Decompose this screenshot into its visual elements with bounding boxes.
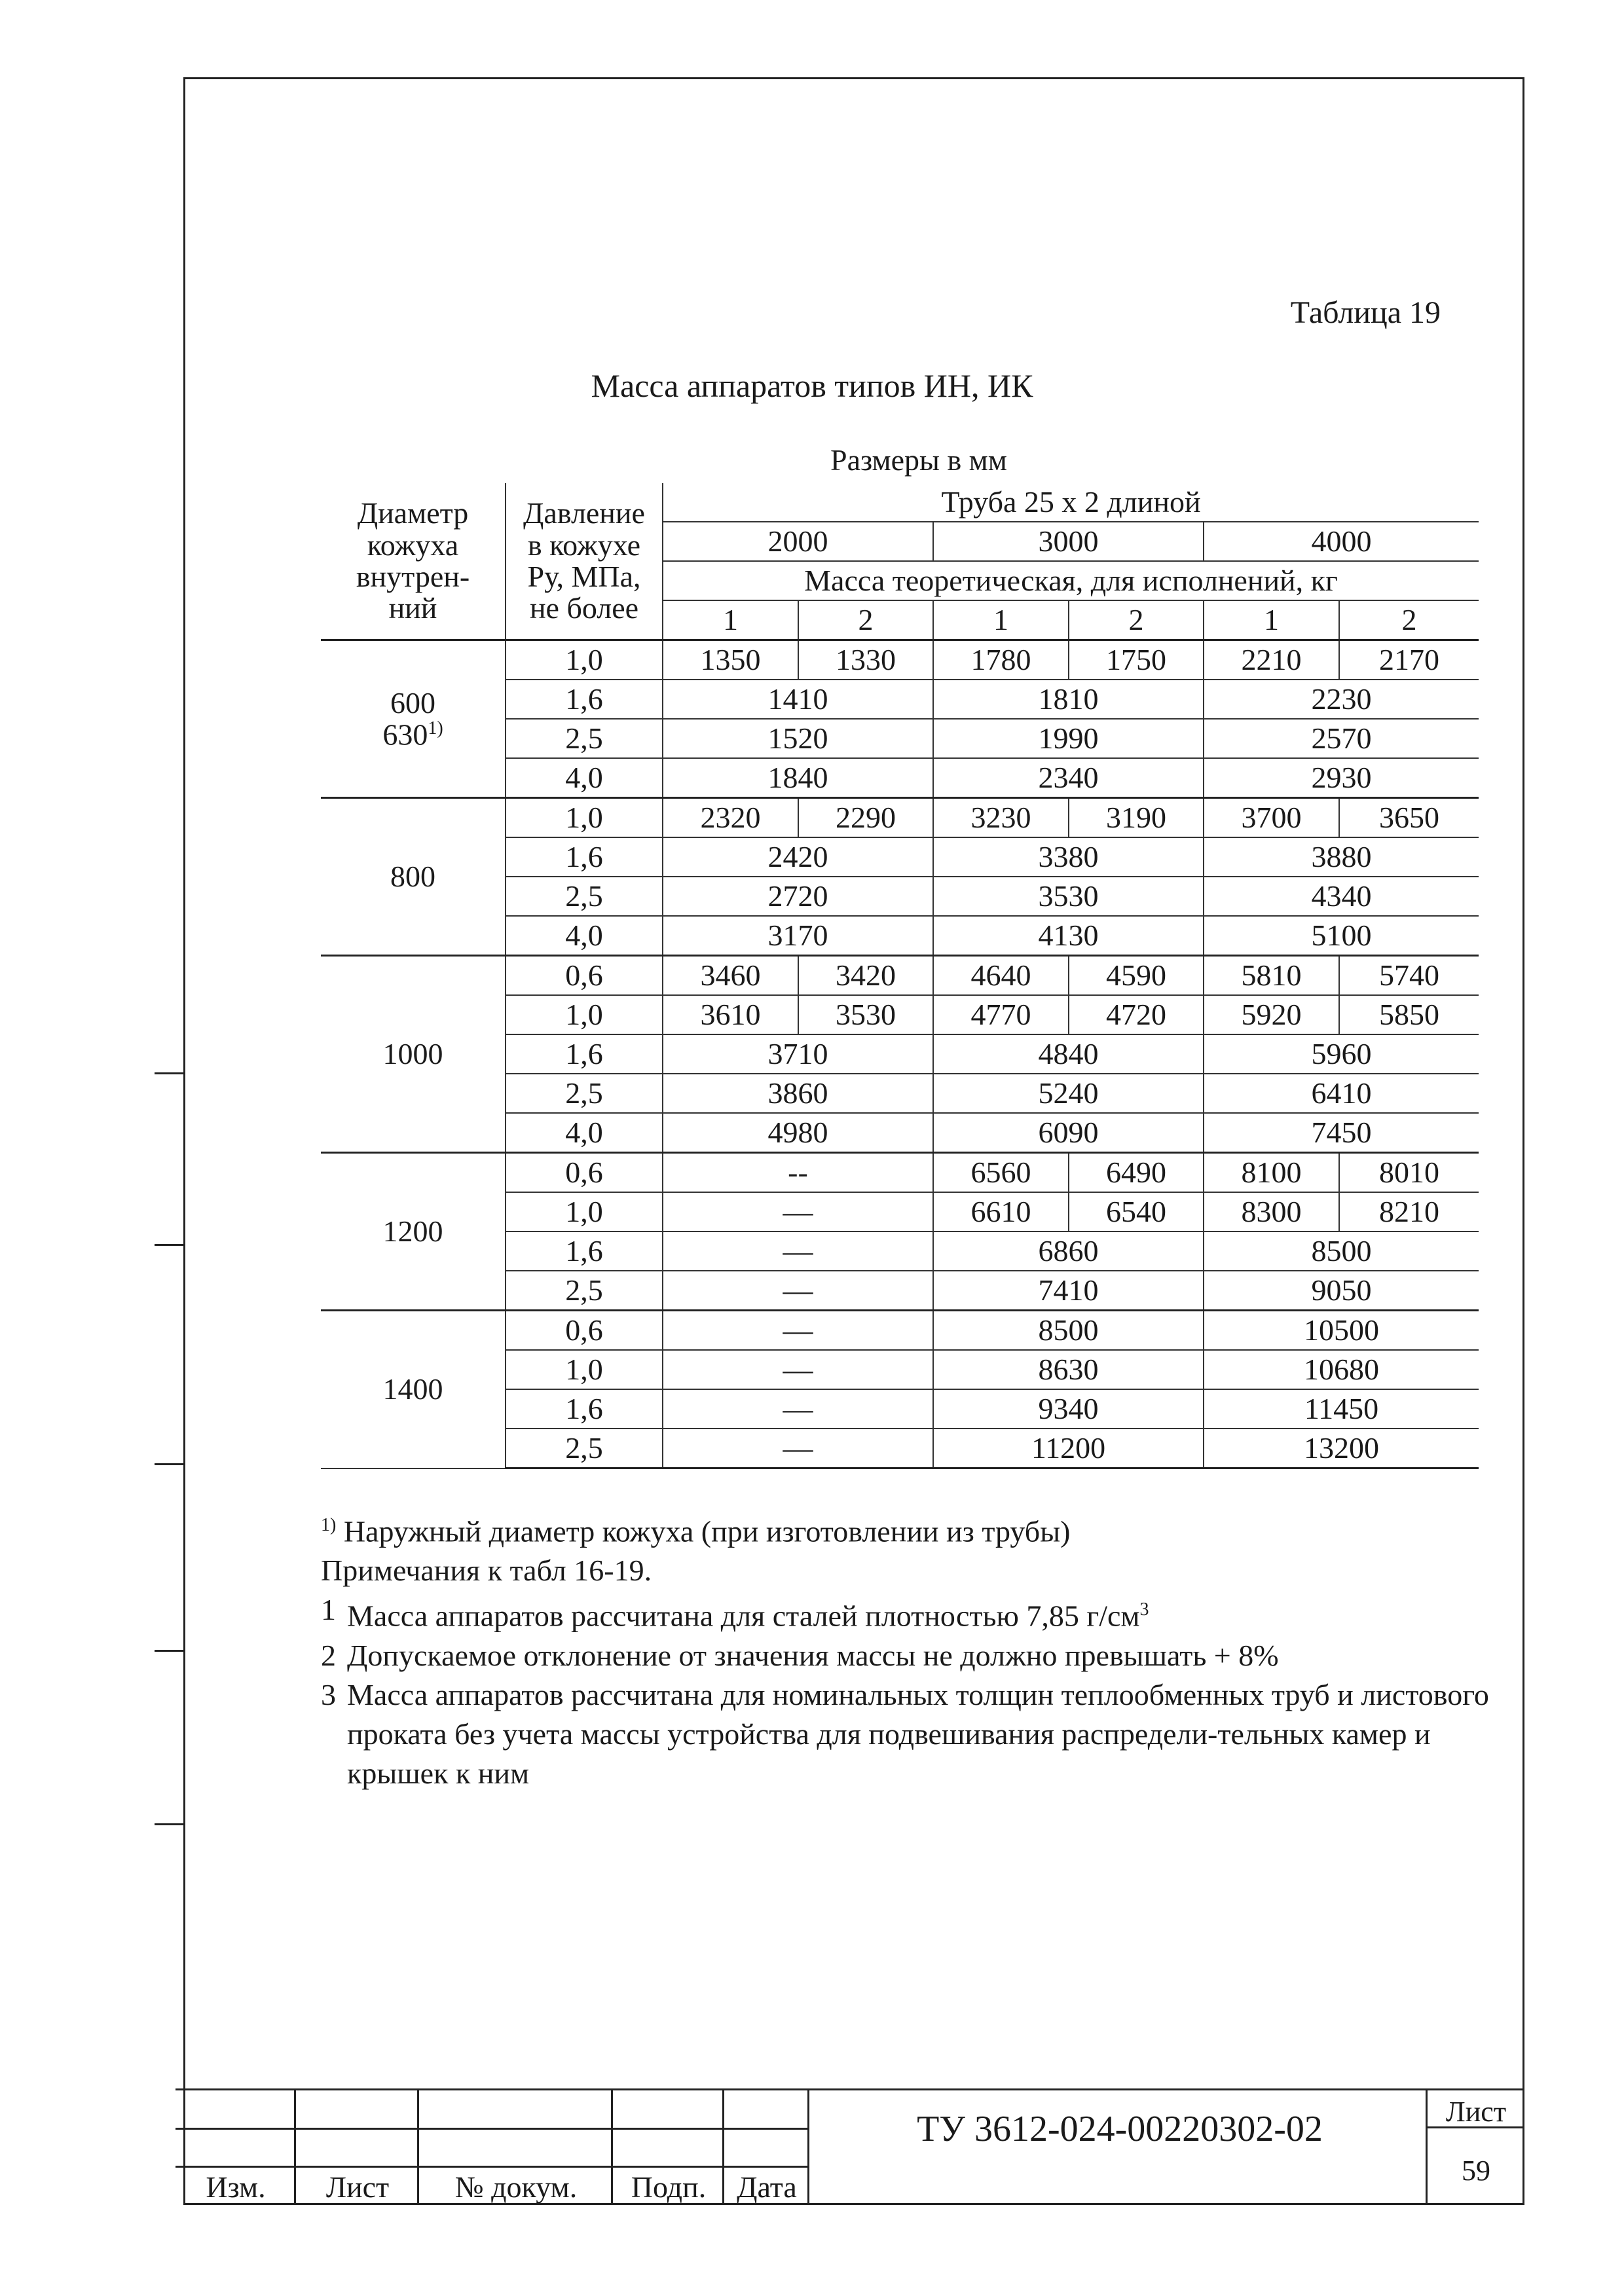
margin-tick bbox=[155, 1650, 183, 1652]
margin-tick bbox=[155, 1072, 183, 1074]
cell-mass: 4130 bbox=[933, 916, 1204, 956]
mass-table-body bbox=[321, 640, 1479, 1468]
cell-dash: -- bbox=[663, 1153, 933, 1193]
cell-mass: 9340 bbox=[933, 1389, 1204, 1429]
table-number: Таблица 19 bbox=[1290, 295, 1441, 330]
stamp-label-document: № докум. bbox=[454, 2170, 578, 2204]
margin-tick bbox=[155, 1244, 183, 1246]
cell-mass: 2230 bbox=[1204, 680, 1479, 719]
cell-dash: — bbox=[663, 1311, 933, 1351]
cell-mass: 3170 bbox=[663, 916, 933, 956]
table-title: Масса аппаратов типов ИН, ИК bbox=[591, 367, 1033, 404]
cell-pressure: 1,6 bbox=[506, 837, 663, 877]
cell-mass: 8630 bbox=[933, 1350, 1204, 1389]
cell-mass: 2290 bbox=[798, 798, 933, 838]
cell-diameter: 800 bbox=[321, 798, 506, 956]
footnote-text: Наружный диаметр кожуха (при изготовлении из трубы) bbox=[343, 1514, 1071, 1548]
stamp-label-change: Изм. bbox=[206, 2170, 266, 2204]
cell-mass: 8300 bbox=[1204, 1192, 1339, 1231]
cell-mass: 8500 bbox=[933, 1311, 1204, 1351]
cell-mass: 3460 bbox=[663, 956, 798, 996]
cell-mass: 2570 bbox=[1204, 719, 1479, 758]
cell-pressure: 1,0 bbox=[506, 995, 663, 1034]
cell-mass: 11200 bbox=[933, 1429, 1204, 1468]
notes-heading: Примечания к табл 16-19. bbox=[321, 1554, 652, 1588]
cell-pressure: 1,6 bbox=[506, 1389, 663, 1429]
cell-pressure: 1,6 bbox=[506, 1034, 663, 1074]
header-variant: 1 bbox=[1204, 600, 1339, 640]
cell-mass: 4770 bbox=[933, 995, 1069, 1034]
sheet-label: Лист bbox=[1445, 2096, 1507, 2128]
header-diameter: Диаметр кожуха внутрен- ний bbox=[321, 483, 506, 640]
cell-mass: 13200 bbox=[1204, 1429, 1479, 1468]
cell-pressure: 4,0 bbox=[506, 916, 663, 956]
cell-mass: 10680 bbox=[1204, 1350, 1479, 1389]
cell-mass: 4640 bbox=[933, 956, 1069, 996]
header-variant: 2 bbox=[1339, 600, 1479, 640]
cell-mass: 4590 bbox=[1069, 956, 1204, 996]
header-pressure: Давление в кожухе Pу, МПа, не более bbox=[506, 483, 663, 640]
cell-dash: — bbox=[663, 1271, 933, 1311]
cell-dash: — bbox=[663, 1192, 933, 1231]
cell-mass: 3380 bbox=[933, 837, 1204, 877]
cell-mass: 2210 bbox=[1204, 640, 1339, 680]
cell-mass: 10500 bbox=[1204, 1311, 1479, 1351]
cell-mass: 6490 bbox=[1069, 1153, 1204, 1193]
cell-mass: 1810 bbox=[933, 680, 1204, 719]
cell-mass: 2720 bbox=[663, 877, 933, 916]
table-row bbox=[321, 798, 1479, 838]
cell-pressure: 2,5 bbox=[506, 877, 663, 916]
cell-mass: 1840 bbox=[663, 758, 933, 798]
header-pipe: Труба 25 х 2 длиной bbox=[663, 483, 1479, 522]
cell-mass: 7450 bbox=[1204, 1113, 1479, 1153]
cell-mass: 1350 bbox=[663, 640, 798, 680]
cell-mass: 4340 bbox=[1204, 877, 1479, 916]
cell-mass: 3860 bbox=[663, 1074, 933, 1113]
cell-pressure: 4,0 bbox=[506, 758, 663, 798]
cell-mass: 6410 bbox=[1204, 1074, 1479, 1113]
cell-mass: 3530 bbox=[798, 995, 933, 1034]
cell-mass: 6610 bbox=[933, 1192, 1069, 1231]
cell-pressure: 1,0 bbox=[506, 1350, 663, 1389]
cell-mass: 8500 bbox=[1204, 1231, 1479, 1271]
document-number: ТУ 3612-024-00220302-02 bbox=[917, 2109, 1323, 2149]
cell-pressure: 2,5 bbox=[506, 1271, 663, 1311]
cell-mass: 1520 bbox=[663, 719, 933, 758]
cell-pressure: 0,6 bbox=[506, 956, 663, 996]
cell-mass: 5920 bbox=[1204, 995, 1339, 1034]
cell-mass: 3530 bbox=[933, 877, 1204, 916]
cell-pressure: 2,5 bbox=[506, 719, 663, 758]
cell-pressure: 1,6 bbox=[506, 1231, 663, 1271]
note-item: 1 Масса аппаратов рассчитана для сталей плотностью 7,85 $г/см^3$ bbox=[321, 1593, 1149, 1633]
stamp-label-sheet: Лист bbox=[325, 2170, 390, 2204]
cell-dash: — bbox=[663, 1389, 933, 1429]
sheet-number: 59 bbox=[1462, 2155, 1490, 2187]
cell-mass: 3700 bbox=[1204, 798, 1339, 838]
cell-pressure: 1,0 bbox=[506, 640, 663, 680]
cell-mass: 5100 bbox=[1204, 916, 1479, 956]
cell-mass: 1410 bbox=[663, 680, 933, 719]
header-length-2000: 2000 bbox=[663, 522, 933, 561]
cell-mass: 1780 bbox=[933, 640, 1069, 680]
cell-mass: 8100 bbox=[1204, 1153, 1339, 1193]
header-variant: 2 bbox=[1069, 600, 1204, 640]
cell-mass: 2420 bbox=[663, 837, 933, 877]
cell-mass: 8210 bbox=[1339, 1192, 1479, 1231]
footnote bbox=[321, 1506, 1493, 1551]
cell-mass: 3190 bbox=[1069, 798, 1204, 838]
margin-tick bbox=[155, 1463, 183, 1465]
cell-mass: 3610 bbox=[663, 995, 798, 1034]
cell-mass: 5810 bbox=[1204, 956, 1339, 996]
cell-mass: 2320 bbox=[663, 798, 798, 838]
footnote-mark: 1) bbox=[321, 1515, 337, 1535]
cell-mass: 2170 bbox=[1339, 640, 1479, 680]
cell-mass: 3650 bbox=[1339, 798, 1479, 838]
header-mass: Масса теоретическая, для исполнений, кг bbox=[663, 561, 1479, 600]
cell-pressure: 2,5 bbox=[506, 1074, 663, 1113]
cell-mass: 11450 bbox=[1204, 1389, 1479, 1429]
table-row bbox=[321, 1311, 1479, 1351]
cell-mass: 2340 bbox=[933, 758, 1204, 798]
cell-mass: 6090 bbox=[933, 1113, 1204, 1153]
cell-mass: 6860 bbox=[933, 1231, 1204, 1271]
cell-dash: — bbox=[663, 1231, 933, 1271]
cell-mass: 8010 bbox=[1339, 1153, 1479, 1193]
cell-mass: 3710 bbox=[663, 1034, 933, 1074]
cell-mass: 1330 bbox=[798, 640, 933, 680]
header-variant: 1 bbox=[663, 600, 798, 640]
cell-mass: 1990 bbox=[933, 719, 1204, 758]
cell-dash: — bbox=[663, 1350, 933, 1389]
cell-mass: 4840 bbox=[933, 1034, 1204, 1074]
cell-mass: 9050 bbox=[1204, 1271, 1479, 1311]
notes bbox=[321, 1506, 1493, 1793]
note-item: 2 Допускаемое отклонение от значения массы не должно превышать + 8% bbox=[321, 1638, 1279, 1672]
cell-pressure: 1,6 bbox=[506, 680, 663, 719]
cell-mass: 3880 bbox=[1204, 837, 1479, 877]
cell-mass: 4980 bbox=[663, 1113, 933, 1153]
cell-pressure: 2,5 bbox=[506, 1429, 663, 1468]
table-row bbox=[321, 640, 1479, 680]
cell-mass: 3420 bbox=[798, 956, 933, 996]
units-caption: Размеры в мм bbox=[830, 443, 1007, 477]
header-variant: 1 bbox=[933, 600, 1069, 640]
cell-diameter: 1200 bbox=[321, 1153, 506, 1311]
cell-mass: 5740 bbox=[1339, 956, 1479, 996]
stamp-label-date: Дата bbox=[737, 2170, 797, 2204]
table-row bbox=[321, 956, 1479, 996]
cell-mass: 5240 bbox=[933, 1074, 1204, 1113]
cell-mass: 1750 bbox=[1069, 640, 1204, 680]
margin-tick bbox=[155, 1823, 183, 1825]
cell-pressure: 0,6 bbox=[506, 1153, 663, 1193]
cell-diameter: 600 630$^{1)}$ bbox=[321, 640, 506, 798]
table-row bbox=[321, 1153, 1479, 1193]
mass-table bbox=[321, 483, 1479, 1469]
cell-mass: 5960 bbox=[1204, 1034, 1479, 1074]
note-item: 3 Масса аппаратов рассчитана для номинальных толщин теплообменных труб и листового проката без учета массы устройства для подвешивания распредели-тельных камер и крышек к ним bbox=[321, 1677, 1489, 1790]
cell-pressure: 1,0 bbox=[506, 798, 663, 838]
cell-mass: 3230 bbox=[933, 798, 1069, 838]
cell-mass: 4720 bbox=[1069, 995, 1204, 1034]
header-variant: 2 bbox=[798, 600, 933, 640]
cell-dash: — bbox=[663, 1429, 933, 1468]
cell-pressure: 1,0 bbox=[506, 1192, 663, 1231]
cell-diameter: 1400 bbox=[321, 1311, 506, 1468]
cell-mass: 6560 bbox=[933, 1153, 1069, 1193]
stamp-label-signature: Подп. bbox=[631, 2170, 707, 2204]
cell-pressure: 0,6 bbox=[506, 1311, 663, 1351]
cell-pressure: 4,0 bbox=[506, 1113, 663, 1153]
cell-mass: 7410 bbox=[933, 1271, 1204, 1311]
cell-diameter: 1000 bbox=[321, 956, 506, 1153]
cell-mass: 6540 bbox=[1069, 1192, 1204, 1231]
cell-mass: 5850 bbox=[1339, 995, 1479, 1034]
cell-mass: 2930 bbox=[1204, 758, 1479, 798]
header-length-4000: 4000 bbox=[1204, 522, 1479, 561]
header-length-3000: 3000 bbox=[933, 522, 1204, 561]
